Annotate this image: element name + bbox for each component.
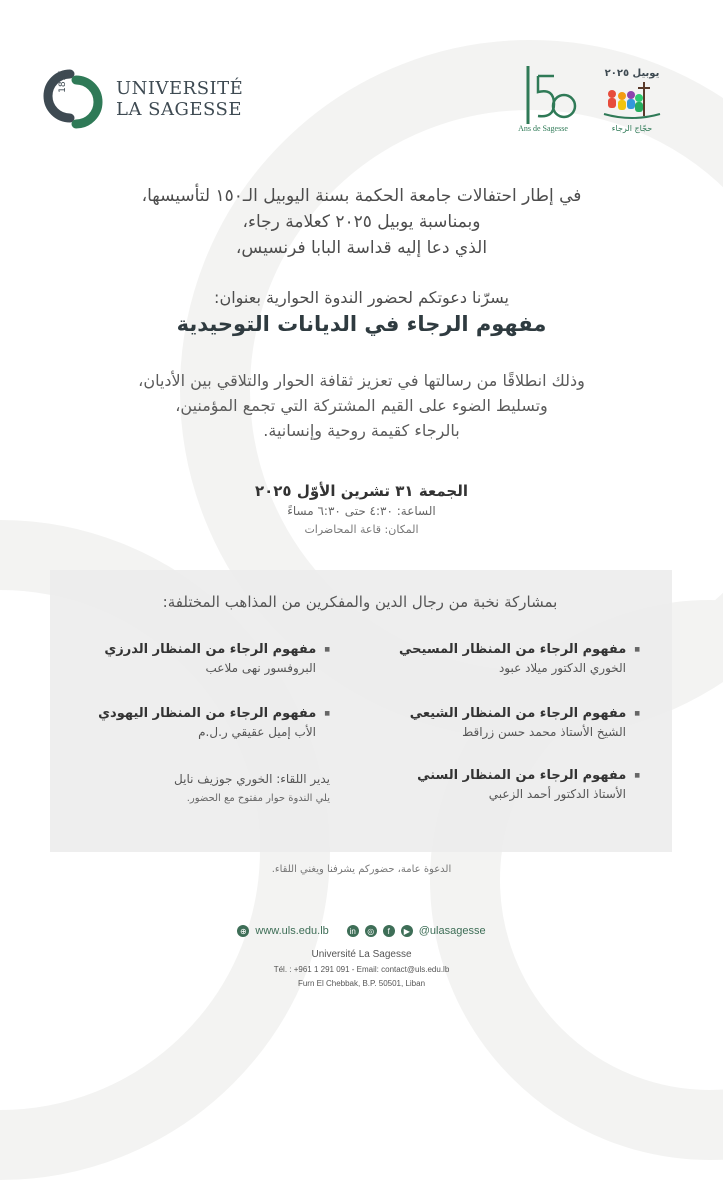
intro-line: وبمناسبة يوبيل ٢٠٢٥ كعلامة رجاء،: [242, 212, 481, 232]
speaker-name: الشيخ الأستاذ محمد حسن زراقط: [462, 725, 626, 739]
speaker-topic: ■ مفهوم الرجاء من المنظار اليهودي: [70, 706, 330, 721]
speaker-name: البروفسور نهى ملاعب: [205, 661, 316, 675]
youtube-icon[interactable]: ▶: [401, 925, 413, 937]
speaker-topic: ■ مفهوم الرجاء من المنظار الدرزي: [70, 642, 330, 657]
uni-name-line2: LA SAGESSE: [116, 99, 243, 120]
purpose-line: بالرجاء كقيمة روحية وإنسانية.: [263, 421, 460, 440]
intro-line: الذي دعا إليه قداسة البابا فرنسيس،: [235, 238, 488, 258]
purpose-line: وتسليط الضوء على القيم المشتركة التي تجمع المؤمنين،: [175, 396, 548, 415]
speaker-item: [380, 768, 640, 801]
social-handle-link[interactable]: @ulasagesse: [418, 925, 486, 937]
globe-icon: ⊕: [237, 925, 249, 937]
anniversary-150-icon: [508, 62, 578, 128]
intro-paragraph: [0, 183, 723, 261]
anniversary-caption: Ans de Sagesse: [518, 124, 568, 133]
anniversary-logo: [508, 62, 578, 140]
website-link[interactable]: www.uls.edu.lb: [255, 925, 329, 937]
event-time: الساعة: ٤:٣٠ حتى ٦:٣٠ مساءً: [287, 504, 436, 518]
moderator: يدير اللقاء: الخوري جوزيف نايل: [174, 772, 330, 786]
purpose-line: وذلك انطلاقًا من رسالتها في تعزيز ثقافة الحوار والتلاقي بين الأديان،: [138, 371, 585, 390]
instagram-icon[interactable]: ◎: [365, 925, 377, 937]
speaker-name: الأستاذ الدكتور أحمد الزعبي: [488, 787, 626, 801]
speaker-item: [70, 706, 330, 739]
uni-year: 1875: [58, 70, 68, 93]
panel-heading: بمشاركة نخبة من رجال الدين والمفكرين من المذاهب المختلفة:: [162, 593, 558, 611]
closing-note: الدعوة عامة، حضوركم يشرفنا ويغني اللقاء.: [271, 864, 452, 875]
speaker-name: الأب إميل عقيقي ر.ل.م: [198, 725, 316, 739]
jubilee-logo: [600, 66, 664, 138]
invitation-lead: يسرّنا دعوتكم لحضور الندوة الحوارية بعنوان:: [214, 288, 509, 307]
university-emblem-icon: [40, 66, 110, 132]
linkedin-icon[interactable]: in: [347, 925, 359, 937]
speaker-name: الخوري الدكتور ميلاد عبود: [498, 661, 626, 675]
event-date: الجمعة ٣١ تشرين الأوّل ٢٠٢٥: [254, 482, 469, 500]
panel-note: يلي الندوة حوار مفتوح مع الحضور.: [186, 793, 330, 804]
footer-links: [0, 925, 723, 937]
uni-name-line1: UNIVERSITÉ: [116, 78, 244, 99]
jubilee-subtitle: حجّاج الرجاء: [611, 124, 653, 133]
seminar-title: مفهوم الرجاء في الديانات التوحيدية: [176, 312, 547, 336]
event-place: المكان: قاعة المحاضرات: [304, 523, 419, 536]
speaker-topic: ■ مفهوم الرجاء من المنظار الشيعي: [380, 706, 640, 721]
facebook-icon[interactable]: f: [383, 925, 395, 937]
speaker-topic: ■ مفهوم الرجاء من المنظار السني: [380, 768, 640, 783]
footer-name: Université La Sagesse: [311, 949, 412, 960]
speaker-item: [70, 642, 330, 675]
university-logo: [40, 66, 260, 132]
jubilee-figures-icon: [600, 82, 664, 122]
jubilee-title: يوبيل ٢٠٢٥: [604, 68, 660, 79]
intro-line: في إطار احتفالات جامعة الحكمة بسنة اليوبيل الـ١٥٠ لتأسيسها،: [141, 186, 582, 206]
footer-address: Furn El Chebbak, B.P. 50501, Liban: [297, 979, 426, 988]
speaker-item: [380, 706, 640, 739]
footer-contact: Tél. : +961 1 291 091 - Email: contact@uls.edu.lb: [273, 965, 450, 974]
purpose-paragraph: [0, 368, 723, 443]
speaker-item: [380, 642, 640, 675]
speaker-topic: ■ مفهوم الرجاء من المنظار المسيحي: [380, 642, 640, 657]
